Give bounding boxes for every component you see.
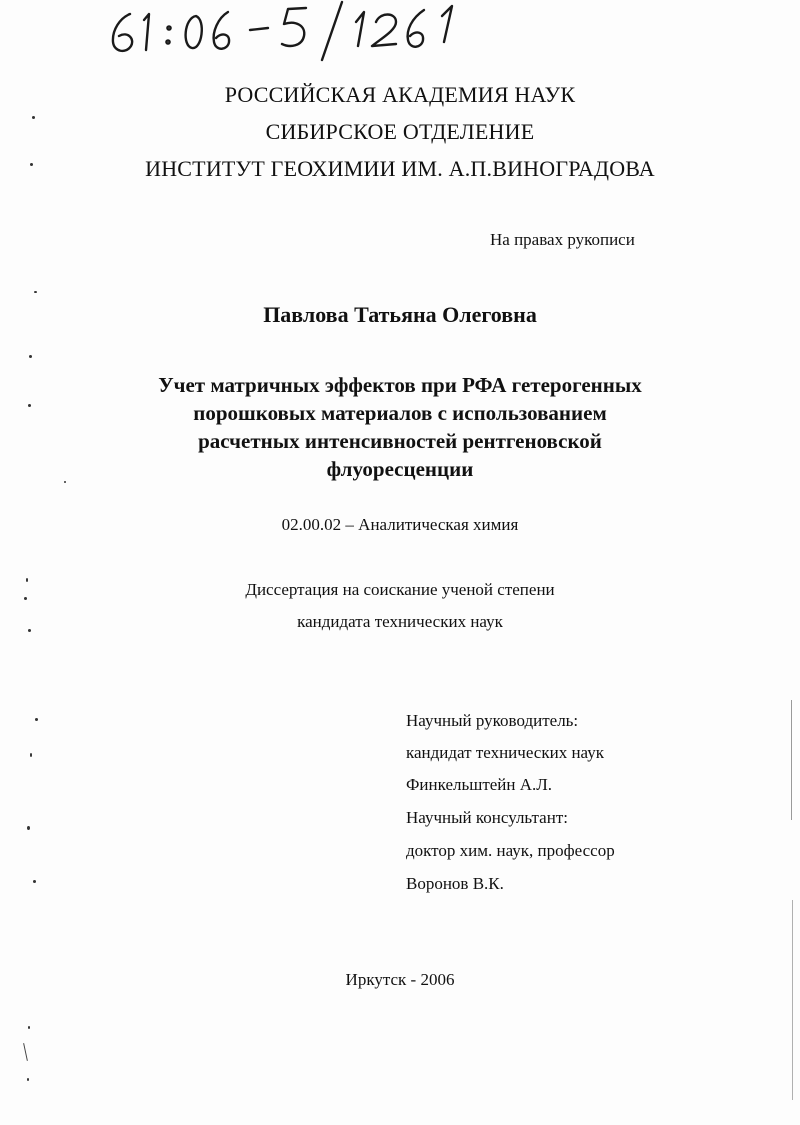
branch-name: СИБИРСКОЕ ОТДЕЛЕНИЕ (265, 119, 535, 144)
author-name: Павлова Татьяна Олеговна (263, 302, 537, 327)
scan-speck (32, 116, 35, 119)
academy-name: РОССИЙСКАЯ АКАДЕМИЯ НАУК (224, 82, 576, 107)
supervisor-name: Финкельштейн А.Л. (406, 775, 553, 794)
scan-speck (28, 1026, 30, 1029)
scan-speck (64, 481, 66, 483)
consultant-name: Воронов В.К. (406, 874, 504, 893)
scan-speck (29, 355, 32, 358)
scan-speck (27, 1078, 29, 1081)
scan-edge-line (23, 1043, 28, 1061)
scan-speck (34, 291, 37, 293)
scan-speck (30, 753, 32, 757)
degree-line-2: кандидата технических наук (297, 612, 503, 631)
title-line-3: расчетных интенсивностей рентгеновской (198, 429, 602, 453)
handwritten-archive-number (100, 0, 460, 62)
scan-speck (35, 718, 38, 721)
supervisor-degree: кандидат технических наук (406, 743, 604, 762)
supervisor-heading: Научный руководитель: (406, 711, 579, 730)
scan-speck (28, 629, 31, 632)
degree-line-1: Диссертация на соискание ученой степени (245, 580, 555, 599)
scan-speck (28, 404, 31, 407)
title-line-1: Учет матричных эффектов при РФА гетерогенных (158, 373, 642, 397)
scan-speck (27, 826, 30, 830)
scan-speck (26, 578, 28, 582)
manuscript-note: На правах рукописи (490, 230, 635, 249)
institute-name: ИНСТИТУТ ГЕОХИМИИ ИМ. А.П.ВИНОГРАДОВА (145, 156, 655, 181)
city-year: Иркутск - 2006 (345, 970, 455, 989)
consultant-heading: Научный консультант: (406, 808, 568, 827)
title-line-2: порошковых материалов с использованием (193, 401, 607, 425)
scan-speck (24, 597, 27, 600)
title-line-4: флуоресценции (326, 457, 474, 481)
scan-edge-line (792, 900, 793, 1100)
scan-speck (33, 880, 36, 883)
specialty: 02.00.02 – Аналитическая химия (281, 515, 519, 534)
scan-edge-line (791, 700, 792, 820)
consultant-degree: доктор хим. наук, профессор (406, 841, 615, 860)
scan-speck (30, 163, 33, 166)
